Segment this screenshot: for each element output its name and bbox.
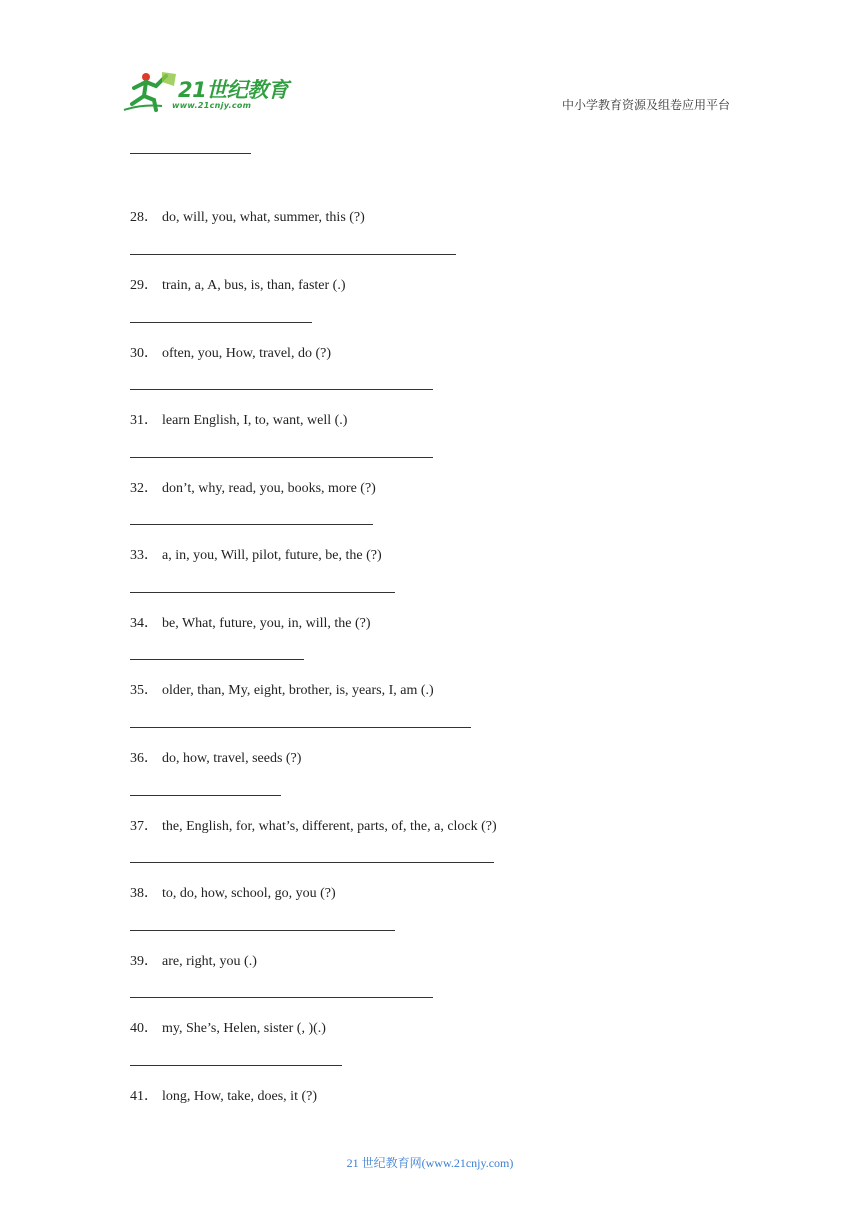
question-number: 38． (130, 886, 158, 901)
question-number: 32． (130, 481, 158, 496)
question-number: 30． (130, 346, 158, 361)
question-34 (130, 612, 371, 632)
answer-line-30[interactable] (130, 389, 433, 390)
answer-line-28[interactable] (130, 254, 456, 255)
question-35 (130, 679, 434, 699)
question-37 (130, 815, 497, 835)
question-text: be, What, future, you, in, will, the (?) (162, 616, 371, 631)
question-text: often, you, How, travel, do (?) (162, 346, 331, 361)
site-logo (122, 70, 287, 114)
question-41 (130, 1085, 317, 1105)
question-number: 36． (130, 751, 158, 766)
question-text: long, How, take, does, it (?) (162, 1089, 317, 1104)
question-number: 40． (130, 1021, 158, 1036)
logo-name: 21世纪教育 (178, 78, 289, 102)
question-text: a, in, you, Will, pilot, future, be, the (?) (162, 548, 382, 563)
question-text: learn English, I, to, want, well (.) (162, 413, 348, 428)
question-number: 35． (130, 683, 158, 698)
question-text: are, right, you (.) (162, 954, 257, 969)
question-number: 41． (130, 1089, 158, 1104)
answer-line-32[interactable] (130, 524, 373, 525)
question-number: 29． (130, 278, 158, 293)
question-text: do, how, travel, seeds (?) (162, 751, 302, 766)
question-text: to, do, how, school, go, you (?) (162, 886, 336, 901)
answer-line-38[interactable] (130, 930, 395, 931)
question-text: do, will, you, what, summer, this (?) (162, 210, 365, 225)
answer-line-34[interactable] (130, 659, 304, 660)
answer-line-40[interactable] (130, 1065, 342, 1066)
answer-line-31[interactable] (130, 457, 433, 458)
answer-line-37[interactable] (130, 862, 494, 863)
question-text: older, than, My, eight, brother, is, years, I, am (.) (162, 683, 434, 698)
answer-line-39[interactable] (130, 997, 433, 998)
question-30 (130, 342, 331, 362)
runner-logo-icon (122, 70, 178, 114)
question-number: 31． (130, 413, 158, 428)
question-number: 28． (130, 210, 158, 225)
question-31 (130, 409, 347, 429)
question-32 (130, 477, 376, 497)
answer-line-33[interactable] (130, 592, 395, 593)
question-number: 33． (130, 548, 158, 563)
question-text: the, English, for, what’s, different, parts, of, the, a, clock (?) (162, 819, 497, 834)
question-text: my, She’s, Helen, sister (, )(.) (162, 1021, 326, 1036)
answer-line-27 (130, 153, 251, 154)
question-39 (130, 950, 257, 970)
page-footer: 21 世纪教育网(www.21cnjy.com) (346, 1156, 514, 1170)
question-number: 37． (130, 819, 158, 834)
question-number: 39． (130, 954, 158, 969)
question-36 (130, 747, 301, 767)
answer-line-35[interactable] (130, 727, 471, 728)
logo-url: www.21cnjy.com (172, 101, 252, 110)
question-number: 34． (130, 616, 158, 631)
question-40 (130, 1017, 326, 1037)
header-tagline: 中小学教育资源及组卷应用平台 (561, 98, 730, 112)
answer-line-29[interactable] (130, 322, 312, 323)
question-33 (130, 544, 382, 564)
question-38 (130, 882, 336, 902)
answer-line-36[interactable] (130, 795, 281, 796)
question-text: train, a, A, bus, is, than, faster (.) (162, 278, 346, 293)
question-29 (130, 274, 346, 294)
question-text: don’t, why, read, you, books, more (?) (162, 481, 376, 496)
question-28 (130, 206, 365, 226)
